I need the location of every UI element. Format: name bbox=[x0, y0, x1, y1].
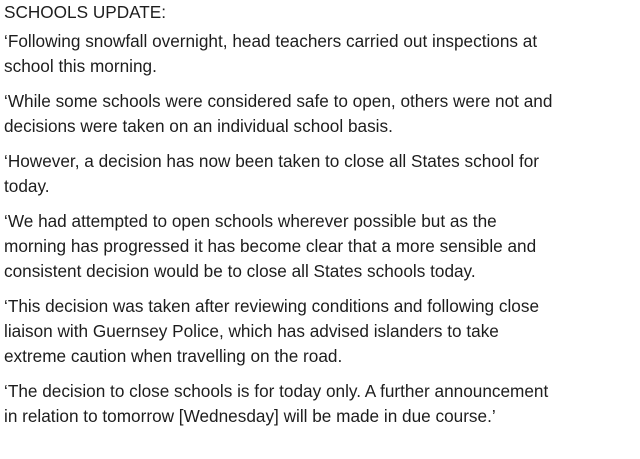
paragraph-today-only bbox=[4, 379, 636, 429]
paragraph-line: ‘We had attempted to open schools wherever possible but as the bbox=[4, 211, 497, 231]
paragraph-line: ‘Following snowfall overnight, head teachers carried out inspections at bbox=[4, 31, 538, 51]
paragraph-line: in relation to tomorrow [Wednesday] will be made in due course.’ bbox=[4, 406, 496, 426]
paragraph-line: school this morning. bbox=[4, 56, 157, 76]
schools-update-statement bbox=[4, 0, 636, 439]
paragraph-line: today. bbox=[4, 176, 50, 196]
paragraph-line: ‘The decision to close schools is for today only. A further announcement bbox=[4, 381, 549, 401]
paragraph-line: liaison with Guernsey Police, which has advised islanders to take bbox=[4, 321, 499, 341]
paragraph-police-liaison bbox=[4, 294, 636, 369]
paragraph-individual-decisions bbox=[4, 89, 636, 139]
paragraph-line: morning has progressed it has become clear that a more sensible and bbox=[4, 236, 537, 256]
paragraph-line: ‘This decision was taken after reviewing conditions and following close bbox=[4, 296, 540, 316]
paragraph-line: extreme caution when travelling on the road. bbox=[4, 346, 343, 366]
paragraph-line: consistent decision would be to close all States schools today. bbox=[4, 261, 476, 281]
paragraph-close-all-schools bbox=[4, 149, 636, 199]
paragraph-snowfall-inspections bbox=[4, 29, 636, 79]
paragraph-attempted-opening bbox=[4, 209, 636, 284]
statement-heading: SCHOOLS UPDATE: bbox=[4, 2, 167, 22]
paragraph-line: ‘While some schools were considered safe to open, others were not and bbox=[4, 91, 553, 111]
paragraph-line: ‘However, a decision has now been taken to close all States school for bbox=[4, 151, 540, 171]
paragraph-line: decisions were taken on an individual school basis. bbox=[4, 116, 393, 136]
